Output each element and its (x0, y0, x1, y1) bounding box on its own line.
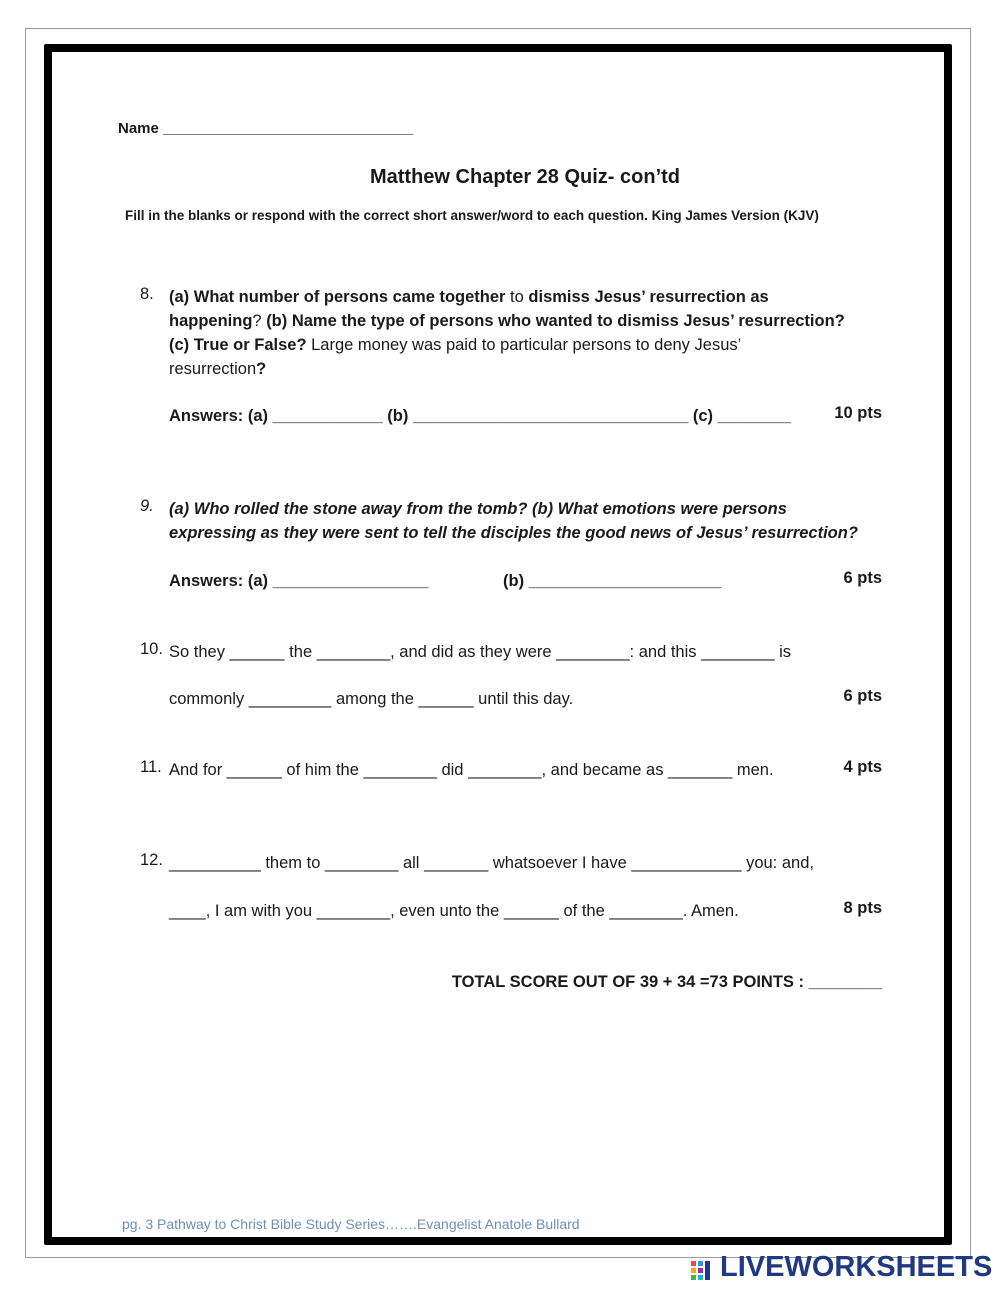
q10-points: 6 pts (843, 687, 882, 705)
q10-line2[interactable]: commonly _________ among the ______ until this day. (169, 690, 574, 708)
q9-points: 6 pts (843, 569, 882, 587)
question-number: 12. (140, 851, 163, 869)
q8-line3: (c) True or False? Large money was paid to particular persons to deny Jesus’ (169, 336, 742, 354)
q11-line1[interactable]: And for ______ of him the ________ did ________, and became as _______ men. (169, 761, 774, 779)
q12-line1[interactable]: __________ them to ________ all _______ whatsoever I have ____________ you: and, (169, 854, 814, 872)
total-score[interactable]: TOTAL SCORE OUT OF 39 + 34 =73 POINTS : ________ (451, 973, 882, 991)
q9-line2: expressing as they were sent to tell the disciples the good news of Jesus’ resurrection? (169, 524, 858, 542)
q8-line1: (a) What number of persons came together to dismiss Jesus’ resurrection as (169, 288, 769, 306)
q8-points: 10 pts (834, 404, 882, 422)
name-field[interactable]: Name ______________________________ (118, 120, 414, 137)
page-footer: pg. 3 Pathway to Christ Bible Study Series…….Evangelist Anatole Bullard (122, 1216, 580, 1232)
q8-line4: resurrection? (169, 360, 267, 378)
question-number: 8. (140, 285, 154, 303)
q9-answer-a[interactable]: Answers: (a) _________________ (169, 572, 429, 590)
q10-line1[interactable]: So they ______ the ________, and did as they were ________: and this ________ is (169, 643, 791, 661)
q9-answer-b[interactable]: (b) _____________________ (503, 572, 722, 590)
liveworksheets-logo[interactable]: LIVEWORKSHEETS (720, 1251, 993, 1283)
question-number: 11. (140, 758, 162, 776)
q8-answers[interactable]: Answers: (a) ____________ (b) ______________________________ (c) ________ (169, 407, 792, 425)
question-number: 10. (140, 640, 163, 658)
liveworksheets-logo-icon (690, 1259, 718, 1283)
instructions: Fill in the blanks or respond with the correct short answer/word to each question. King James Version (KJV) (125, 208, 819, 223)
q8-line2: happening? (b) Name the type of persons who wanted to dismiss Jesus’ resurrection? (169, 312, 845, 330)
q12-line2[interactable]: ____, I am with you ________, even unto the ______ of the ________. Amen. (169, 902, 739, 920)
question-number: 9. (140, 497, 154, 515)
q12-points: 8 pts (843, 899, 882, 917)
q9-line1: (a) Who rolled the stone away from the tomb? (b) What emotions were persons (169, 500, 787, 518)
page-title: Matthew Chapter 28 Quiz- con’td (369, 166, 681, 188)
q11-points: 4 pts (843, 758, 882, 776)
